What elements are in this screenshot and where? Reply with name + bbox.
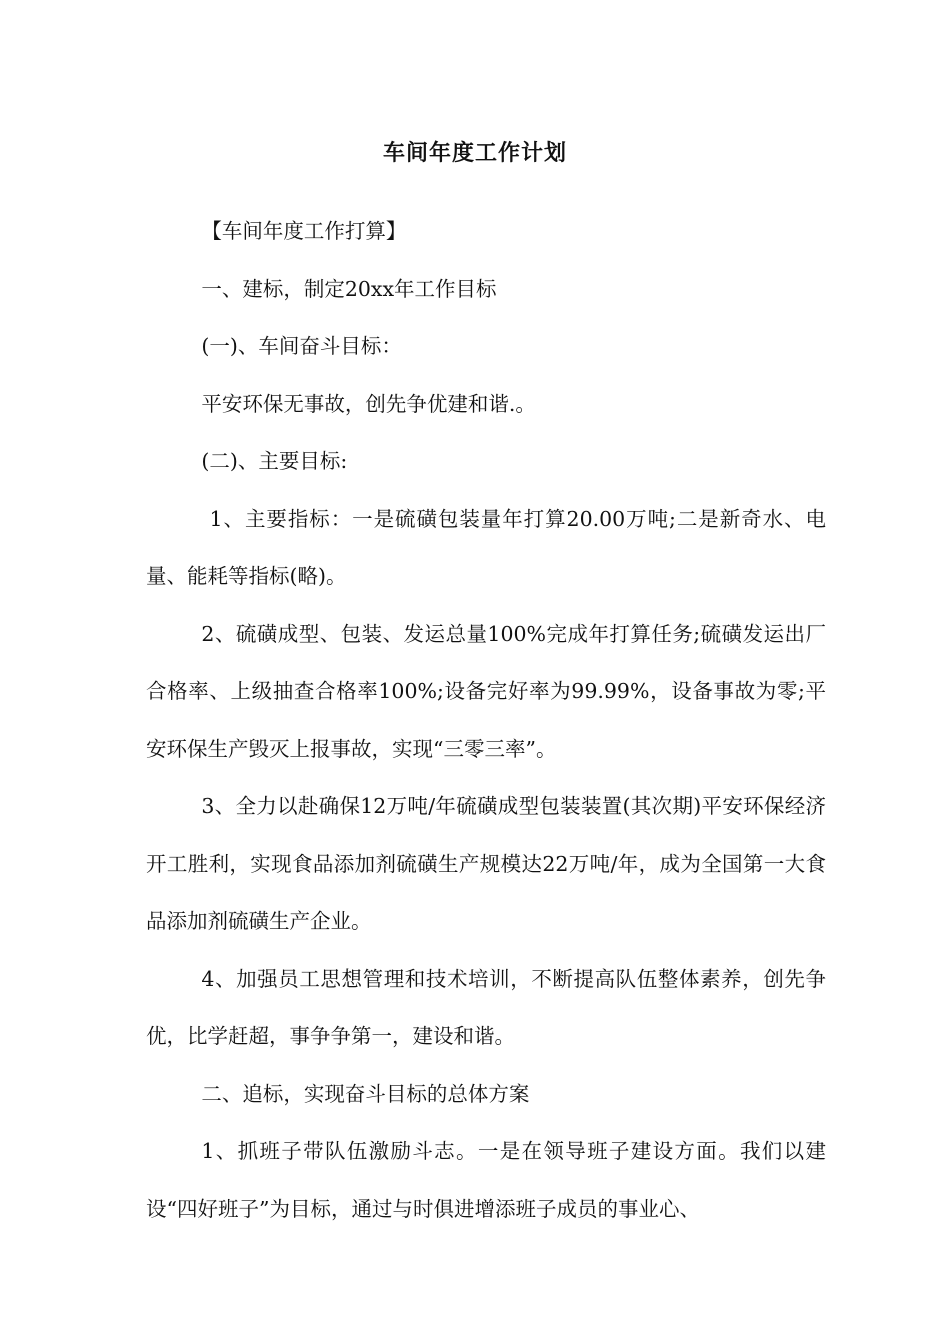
paragraph-section-two-item-1: 1、抓班子带队伍激励斗志。一是在领导班子建设方面。我们以建设“四好班子”为目标，通过与时俱进增添班子成员的事业心、 <box>146 1139 826 1221</box>
paragraph-subsection-two: (二)、主要目标: <box>201 449 348 473</box>
paragraph-item-4: 4、加强员工思想管理和技术培训，不断提高队伍整体素养，创先争优，比学赶超，事争争第一，建设和谐。 <box>146 966 826 1048</box>
paragraph-item-2: 2、硫磺成型、包装、发运总量100%完成年打算任务;硫磺发运出厂合格率、上级抽查合格率100%;设备完好率为99.99%，设备事故为零;平安环保生产毁灭上报事故，实现“三零三率”。 <box>146 621 826 761</box>
paragraph-heading-plan: 【车间年度工作打算】 <box>201 219 407 243</box>
paragraph-item-3: 3、全力以赴确保12万吨/年硫磺成型包装装置(其次期)平安环保经济开工胜利，实现食品添加剂硫磺生产规模达22万吨/年，成为全国第一大食品添加剂硫磺生产企业。 <box>146 794 826 933</box>
paragraph-subsection-one: (一)、车间奋斗目标： <box>201 334 402 358</box>
paragraph-goal-statement: 平安环保无事故，创先争优建和谐.。 <box>201 391 536 416</box>
document-body <box>146 203 826 1238</box>
document-title: 车间年度工作计划 <box>382 141 567 166</box>
paragraph-section-one: 一、建标，制定20xx年工作目标 <box>201 276 497 301</box>
paragraph-item-1: 1、主要指标：一是硫磺包装量年打算20.00万吨;二是新奇水、电量、能耗等指标(略)。 <box>146 506 826 588</box>
paragraph-section-two: 二、追标，实现奋斗目标的总体方案 <box>201 1081 530 1106</box>
